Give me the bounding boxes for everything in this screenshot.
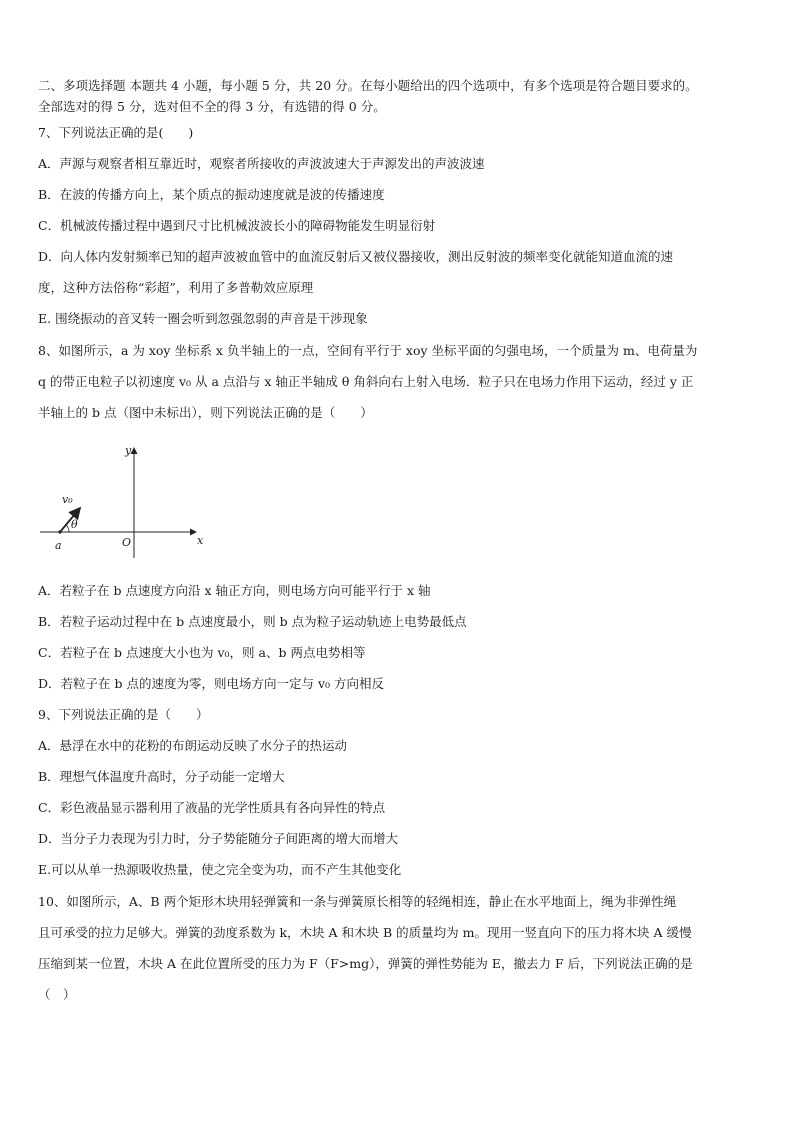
section2-header-line2: 全部选对的得 5 分，选对但不全的得 3 分，有选错的得 0 分。 bbox=[38, 99, 386, 114]
q10-stem-line1: 10、如图所示，A、B 两个矩形木块用轻弹簧和一条与弹簧原长相等的轻绳相连，静止在水平地面上，绳为非弹性绳 bbox=[38, 894, 677, 909]
q10-stem-line2: 且可承受的拉力足够大。弹簧的劲度系数为 k，木块 A 和木块 B 的质量均为 m。现用一竖直向下的压力将木块 A 缓慢 bbox=[38, 925, 692, 940]
q10-stem-line4: （ ） bbox=[38, 987, 76, 1002]
y-axis-label: y bbox=[125, 444, 132, 457]
q7-option-d-line1: D．向人体内发射频率已知的超声波被血管中的血流反射后又被仪器接收，测出反射波的频率变化就能知道血流的速 bbox=[38, 249, 674, 264]
q7-option-d-line2: 度，这种方法俗称“彩超”，利用了多普勒效应原理 bbox=[38, 280, 314, 295]
q8-option-a: A．若粒子在 b 点速度方向沿 x 轴正方向，则电场方向可能平行于 x 轴 bbox=[38, 583, 431, 598]
point-a-label: a bbox=[55, 539, 62, 552]
q9-option-d: D．当分子力表现为引力时，分子势能随分子间距离的增大而增大 bbox=[38, 831, 399, 846]
q9-option-a: A．悬浮在水中的花粉的布朗运动反映了水分子的热运动 bbox=[38, 738, 348, 753]
angle-arc bbox=[66, 525, 69, 532]
q7-option-a: A．声源与观察者相互靠近时，观察者所接收的声波波速大于声源发出的声波波速 bbox=[38, 156, 485, 171]
q8-option-c: C．若粒子在 b 点速度大小也为 v₀，则 a、b 两点电势相等 bbox=[38, 645, 366, 660]
q8-option-d: D．若粒子在 b 点的速度为零，则电场方向一定与 v₀ 方向相反 bbox=[38, 676, 384, 691]
velocity-label: v₀ bbox=[62, 493, 73, 506]
q9-option-c: C．彩色液晶显示器利用了液晶的光学性质具有各向异性的特点 bbox=[38, 800, 386, 815]
q9-option-b: B．理想气体温度升高时，分子动能一定增大 bbox=[38, 769, 285, 784]
q9-option-e: E.可以从单一热源吸收热量，使之完全变为功，而不产生其他变化 bbox=[38, 862, 402, 877]
q7-option-e: E. 围绕振动的音叉转一圈会听到忽强忽弱的声音是干涉现象 bbox=[38, 311, 368, 326]
q8-stem-line2: q 的带正电粒子以初速度 v₀ 从 a 点沿与 x 轴正半轴成 θ 角斜向右上射入电场．粒子只在电场力作用下运动，经过 y 正 bbox=[38, 374, 694, 389]
q7-stem: 7、下列说法正确的是( ) bbox=[38, 125, 194, 140]
q7-option-b: B．在波的传播方向上，某个质点的振动速度就是波的传播速度 bbox=[38, 187, 385, 202]
angle-label: θ bbox=[71, 518, 78, 531]
point-a-marker bbox=[58, 530, 61, 533]
q8-option-b: B．若粒子运动过程中在 b 点速度最小，则 b 点为粒子运动轨迹上电势最低点 bbox=[38, 614, 467, 629]
origin-label: O bbox=[122, 536, 132, 549]
q8-stem-line1: 8、如图所示，a 为 xoy 坐标系 x 负半轴上的一点，空间有平行于 xoy 坐标平面的匀强电场，一个质量为 m、电荷量为 bbox=[38, 343, 698, 358]
q7-option-c: C．机械波传播过程中遇到尺寸比机械波波长小的障碍物能发生明显衍射 bbox=[38, 218, 436, 233]
q8-stem-line3: 半轴上的 b 点（图中未标出），则下列说法正确的是（ ） bbox=[38, 405, 373, 420]
section2-header-line1: 二、多项选择题 本题共 4 小题，每小题 5 分，共 20 分。在每小题给出的四个选项中，有多个选项是符合题目要求的。 bbox=[38, 78, 698, 93]
x-axis-label: x bbox=[197, 534, 204, 547]
q8-coordinate-diagram bbox=[36, 440, 206, 560]
q10-stem-line3: 压缩到某一位置，木块 A 在此位置所受的压力为 F（F>mg），弹簧的弹性势能为 E，撤去力 F 后，下列说法正确的是 bbox=[38, 956, 693, 971]
q9-stem: 9、下列说法正确的是（ ） bbox=[38, 707, 209, 722]
